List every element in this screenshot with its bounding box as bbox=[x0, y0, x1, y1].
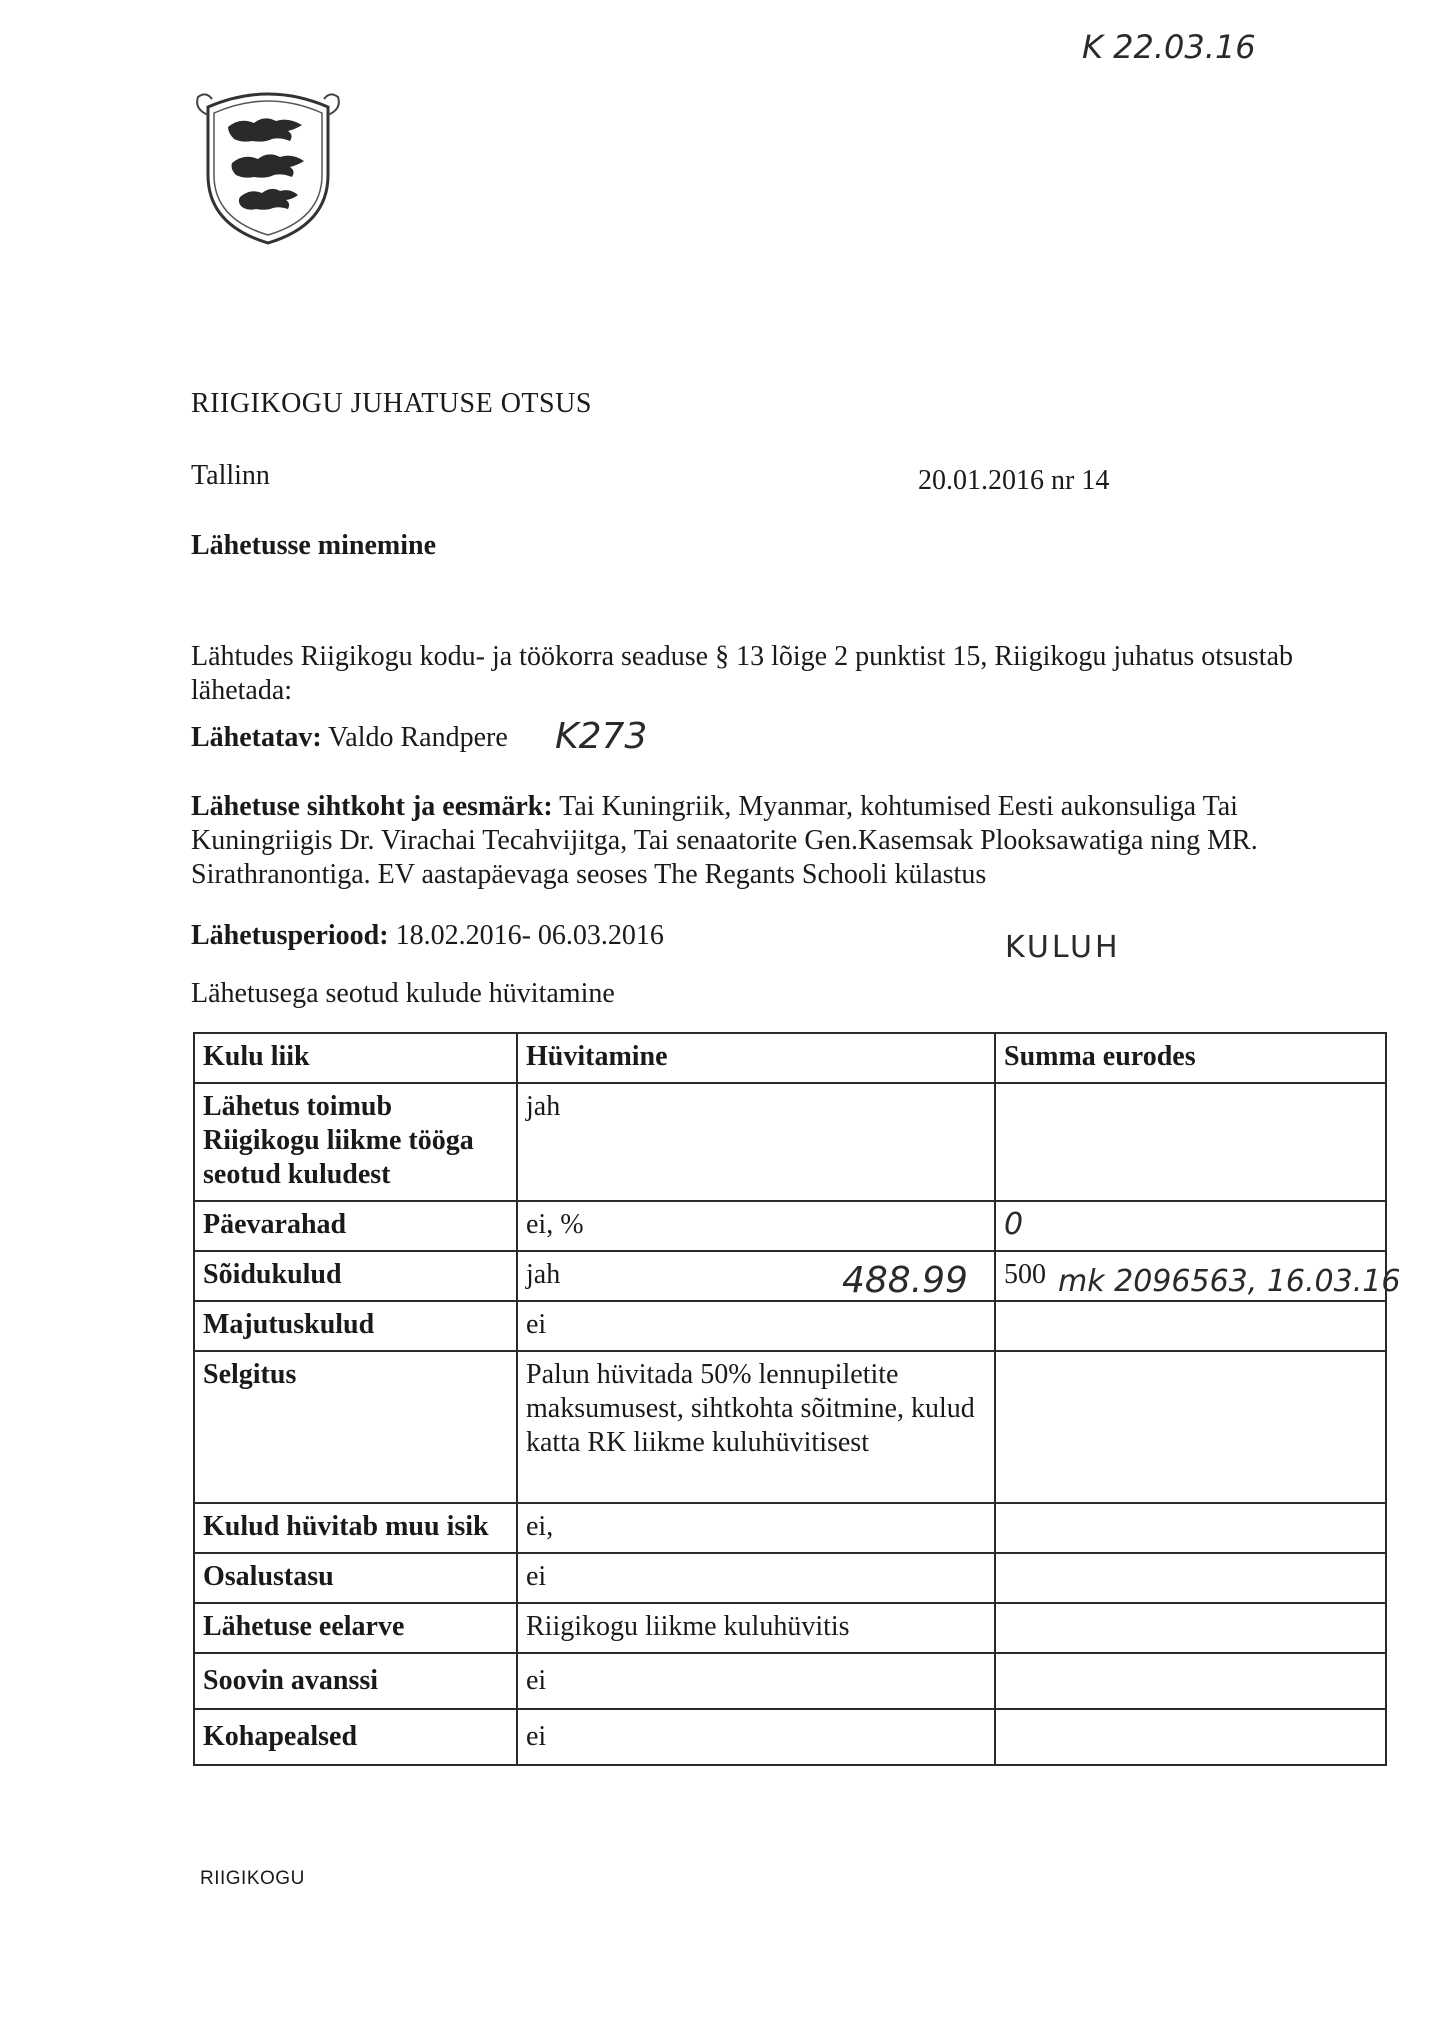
period-label: Lähetusperiood: bbox=[191, 920, 389, 951]
cost-type: Soovin avanssi bbox=[194, 1653, 517, 1709]
destination-paragraph bbox=[191, 790, 1331, 892]
table-row bbox=[194, 1301, 1386, 1351]
compensation: ei bbox=[517, 1553, 995, 1603]
traveller-label: Lähetatav: bbox=[191, 722, 322, 753]
table-row bbox=[194, 1653, 1386, 1709]
sum bbox=[995, 1553, 1386, 1603]
table-row bbox=[194, 1709, 1386, 1765]
table-row bbox=[194, 1553, 1386, 1603]
compensation: ei bbox=[517, 1653, 995, 1709]
handwritten-traveller-code: K273 bbox=[555, 716, 648, 757]
compensation: ei, % bbox=[517, 1201, 995, 1251]
sum: 0 bbox=[995, 1201, 1386, 1251]
period-line bbox=[191, 920, 664, 952]
costs-table bbox=[193, 1032, 1387, 1766]
table-row bbox=[194, 1503, 1386, 1553]
sum bbox=[995, 1083, 1386, 1201]
handwritten-payment-note: mk 2096563, 16.03.16 bbox=[1058, 1264, 1401, 1299]
sum bbox=[995, 1653, 1386, 1709]
intro-paragraph: Lähtudes Riigikogu kodu- ja töökorra seaduse § 13 lõige 2 punktist 15, Riigikogu juhatus otsustab lähetada: bbox=[191, 641, 1294, 706]
sum bbox=[995, 1603, 1386, 1653]
header-compensation: Hüvitamine bbox=[517, 1033, 995, 1083]
cost-type: Kulud hüvitab muu isik bbox=[194, 1503, 517, 1553]
estonian-coat-of-arms-icon bbox=[188, 85, 348, 247]
decision-title: RIIGIKOGU JUHATUSE OTSUS bbox=[191, 388, 592, 419]
cost-type: Lähetus toimub Riigikogu liikme tööga seotud kuludest bbox=[194, 1083, 517, 1201]
period-value: 18.02.2016- 06.03.2016 bbox=[395, 920, 664, 951]
decision-subject: Lähetusse minemine bbox=[191, 530, 436, 561]
cost-type: Majutuskulud bbox=[194, 1301, 517, 1351]
header-cost-type: Kulu liik bbox=[194, 1033, 517, 1083]
sum bbox=[995, 1503, 1386, 1553]
header-sum-eur: Summa eurodes bbox=[995, 1033, 1386, 1083]
compensation: ei bbox=[517, 1709, 995, 1765]
sum bbox=[995, 1301, 1386, 1351]
table-row bbox=[194, 1603, 1386, 1653]
handwritten-kuluh-note: KULUH bbox=[1005, 930, 1121, 965]
table-header-row bbox=[194, 1033, 1386, 1083]
destination-text: Tai Kuningriik, Myanmar, kohtumised Eesti aukonsuliga Tai Kuningriigis Dr. Virachai Tecahvijitga, Tai senaatorite Gen.Kasemsak Plooksawatiga ning MR. Sirathranontiga. EV aastapäevaga seoses The Regants Schooli külastus bbox=[191, 791, 1258, 890]
sum bbox=[995, 1351, 1386, 1503]
compensation: ei, bbox=[517, 1503, 995, 1553]
handwritten-actual-amount: 488.99 bbox=[842, 1260, 968, 1301]
traveller-line bbox=[191, 722, 508, 754]
compensation: Palun hüvitada 50% lennupiletite maksumusest, sihtkohta sõitmine, kulud katta RK liikme kuluhüvitisest bbox=[517, 1351, 995, 1503]
cost-type: Osalustasu bbox=[194, 1553, 517, 1603]
date-and-number: 20.01.2016 nr 14 bbox=[918, 465, 1110, 496]
place: Tallinn bbox=[191, 460, 270, 491]
table-row bbox=[194, 1351, 1386, 1503]
footer-label: RIIGIKOGU bbox=[200, 1868, 305, 1889]
traveller-name: Valdo Randpere bbox=[328, 722, 508, 753]
sum: 500 bbox=[995, 1251, 1386, 1301]
compensation: Riigikogu liikme kuluhüvitis bbox=[517, 1603, 995, 1653]
cost-type: Päevarahad bbox=[194, 1201, 517, 1251]
compensation: jah bbox=[517, 1251, 995, 1301]
cost-type: Sõidukulud bbox=[194, 1251, 517, 1301]
cost-type: Selgitus bbox=[194, 1351, 517, 1503]
cost-type: Lähetuse eelarve bbox=[194, 1603, 517, 1653]
table-row bbox=[194, 1201, 1386, 1251]
compensation: jah bbox=[517, 1083, 995, 1201]
sum bbox=[995, 1709, 1386, 1765]
cost-type: Kohapealsed bbox=[194, 1709, 517, 1765]
destination-label: Lähetuse sihtkoht ja eesmärk: bbox=[191, 791, 553, 822]
table-row bbox=[194, 1083, 1386, 1201]
handwritten-date-note: K 22.03.16 bbox=[1082, 28, 1256, 66]
compensation: ei bbox=[517, 1301, 995, 1351]
costs-heading: Lähetusega seotud kulude hüvitamine bbox=[191, 978, 615, 1009]
